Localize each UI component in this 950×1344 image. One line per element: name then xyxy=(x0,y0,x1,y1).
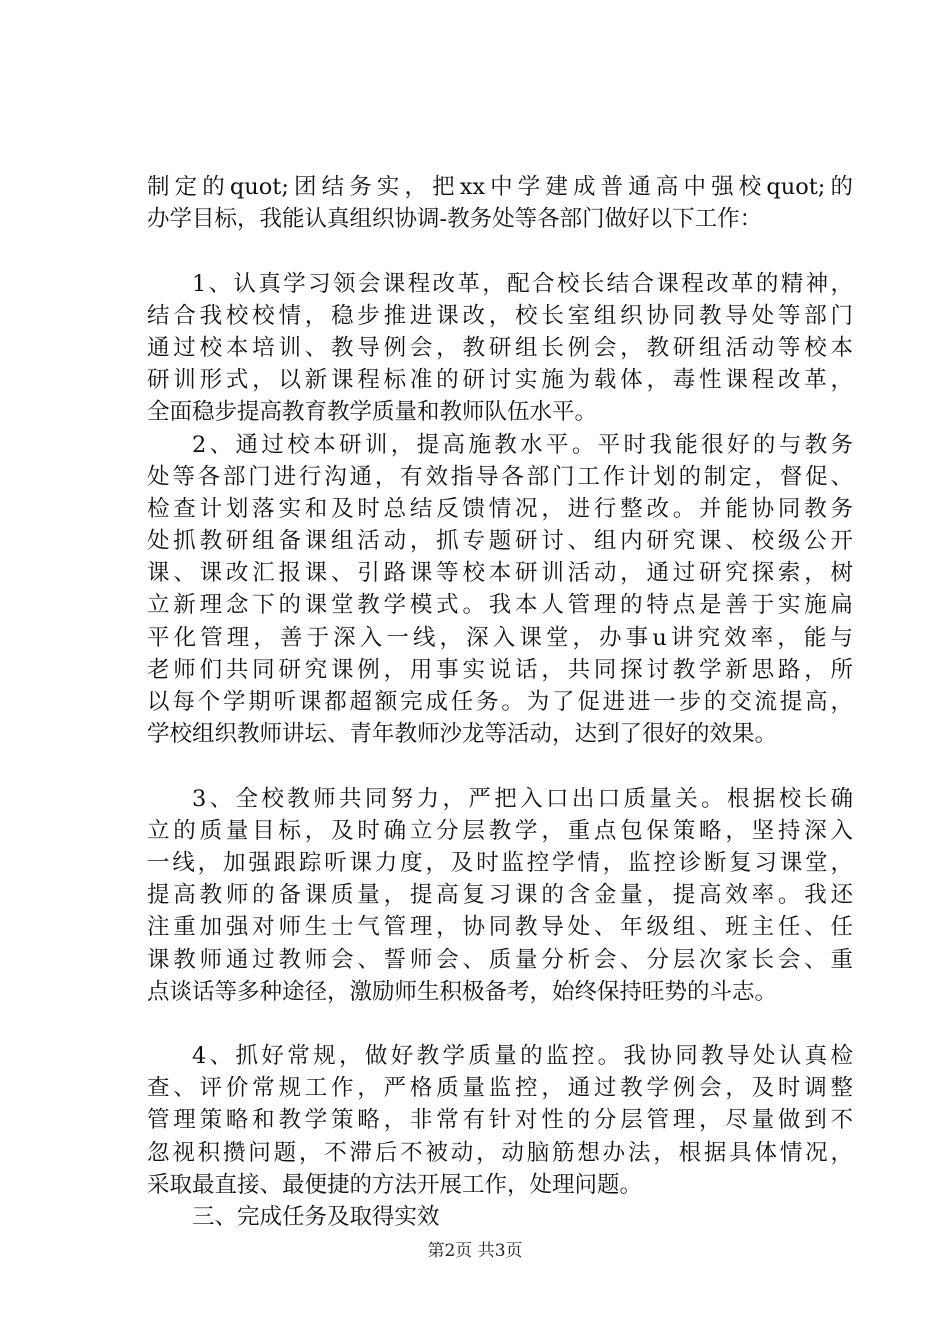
text-line: 一线，加强跟踪听课力度，及时监控学情，监控诊断复习课堂， xyxy=(147,849,853,876)
intro-paragraph xyxy=(147,171,853,235)
text-line: 研训形式，以新课程标准的研讨实施为载体，毒性课程改革， xyxy=(147,367,853,394)
text-line: 结合我校校情，稳步推进课改，校长室组织协同教导处等部门 xyxy=(147,302,853,329)
text-line: 3、全校教师共同努力，严把入口出口质量关。根据校长确 xyxy=(192,785,853,812)
text-line: 采取最直接、最便捷的方法开展工作，处理问题。 xyxy=(147,1171,643,1198)
text-line: 通过校本培训、教导例会，教研组长例会，教研组活动等校本 xyxy=(147,334,853,361)
text-line: 处等各部门进行沟通，有效指导各部门工作计划的制定，督促、 xyxy=(147,463,853,490)
text-line: 注重加强对师生士气管理，协同教导处、年级组、班主任、任 xyxy=(147,914,853,941)
text-line: 制定的quot;团结务实，把xx中学建成普通高中强校quot;的 xyxy=(147,174,853,200)
page-number-footer: 第2页 共3页 xyxy=(427,1241,523,1261)
paragraph-gap xyxy=(147,235,853,267)
text-line: 学校组织教师讲坛、青年教师沙龙等活动，达到了很好的效果。 xyxy=(147,721,778,748)
text-line: 平化管理，善于深入一线，深入课堂，办事u讲究效率，能与 xyxy=(147,624,853,651)
text-line: 课、课改汇报课、引路课等校本研训活动，通过研究探索，树 xyxy=(147,560,853,587)
paragraph-gap xyxy=(147,1008,853,1040)
text-line: 办学目标，我能认真组织协调-教务处等各部门做好以下工作： xyxy=(147,206,763,233)
text-line: 1、认真学习领会课程改革，配合校长结合课程改革的精神， xyxy=(192,270,853,297)
item-1-paragraph xyxy=(147,268,853,429)
text-line: 课教师通过教师会、誓师会、质量分析会、分层次家长会、重 xyxy=(147,946,853,973)
text-line: 2、通过校本研训，提高施教水平。平时我能很好的与教务 xyxy=(192,431,853,458)
section-heading-text: 三、完成任务及取得实效 xyxy=(192,1204,440,1230)
text-line: 老师们共同研究课例，用事实说话，共同探讨教学新思路，所 xyxy=(147,656,853,683)
section-heading xyxy=(147,1201,853,1233)
text-line: 4、抓好常规，做好教学质量的监控。我协同教导处认真检 xyxy=(192,1043,853,1070)
document-body xyxy=(147,171,853,1233)
item-2-paragraph xyxy=(147,429,853,751)
text-line: 以每个学期听课都超额完成任务。为了促进进一步的交流提高， xyxy=(147,689,853,715)
text-line: 处抓教研组备课组活动，抓专题研讨、组内研究课、校级公开 xyxy=(147,528,853,555)
text-line: 提高教师的备课质量，提高复习课的含金量，提高效率。我还 xyxy=(147,882,853,909)
text-line: 管理策略和教学策略，非常有针对性的分层管理，尽量做到不 xyxy=(147,1107,853,1134)
text-line: 立的质量目标，及时确立分层教学，重点包保策略，坚持深入 xyxy=(147,817,853,844)
text-line: 立新理念下的课堂教学模式。我本人管理的特点是善于实施扁 xyxy=(147,592,853,619)
text-line: 查、评价常规工作，严格质量监控，通过教学例会，及时调整 xyxy=(147,1075,853,1102)
item-4-paragraph xyxy=(147,1040,853,1201)
text-line: 全面稳步提高教育教学质量和教师队伍水平。 xyxy=(147,399,598,426)
text-line: 忽视积攒问题，不滞后不被动，动脑筋想办法，根据具体情况， xyxy=(147,1139,853,1166)
paragraph-gap xyxy=(147,750,853,782)
item-3-paragraph xyxy=(147,783,853,1008)
text-line: 点谈话等多种途径，激励师生积极备考，始终保持旺势的斗志。 xyxy=(147,978,778,1005)
text-line: 检查计划落实和及时总结反馈情况，进行整改。并能协同教务 xyxy=(147,495,853,522)
